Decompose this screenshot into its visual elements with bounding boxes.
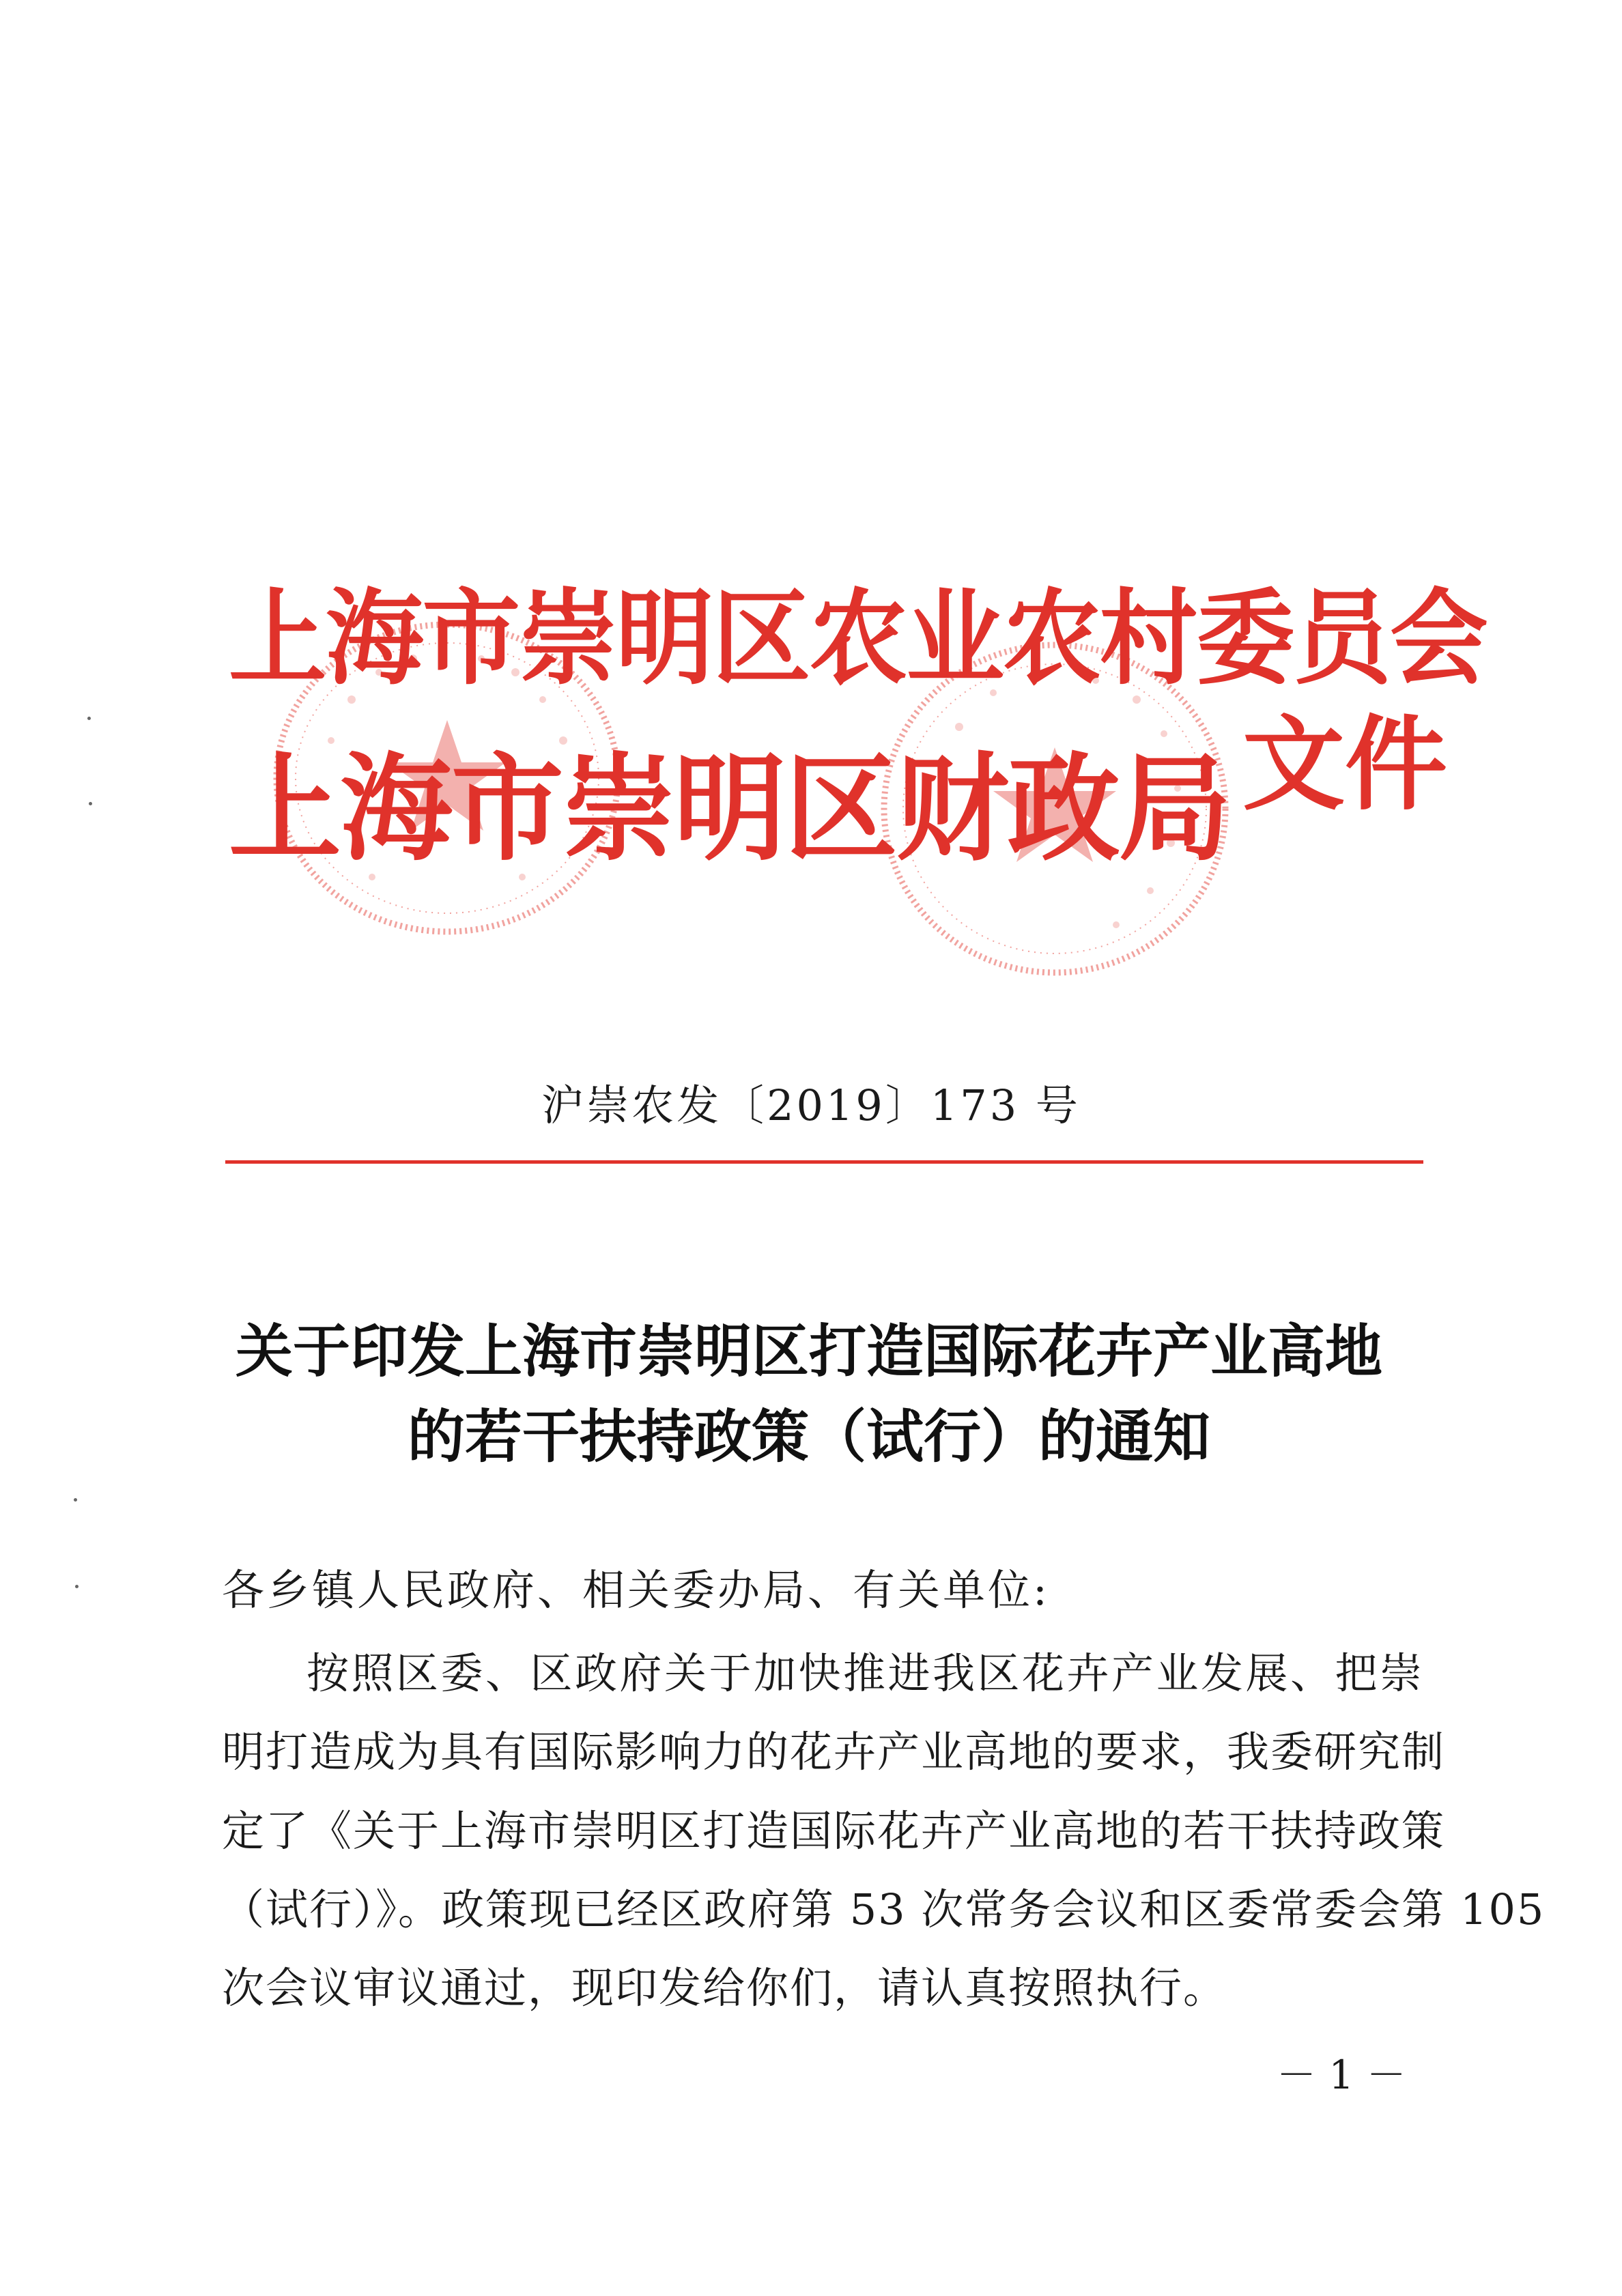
scan-mark <box>89 802 92 805</box>
document-title-line-1: 关于印发上海市崇明区打造国际花卉产业高地 <box>235 1318 1382 1385</box>
issuer-agriculture-committee: 上海市崇明区农业农村委员会 <box>229 577 1487 699</box>
body-paragraph-line: 定了《关于上海市崇明区打造国际花卉产业高地的若干扶持政策 <box>222 1806 1446 1856</box>
document-title-line-2: 的若干扶持政策（试行）的通知 <box>407 1403 1210 1470</box>
page-number: － 1 － <box>1277 2052 1406 2098</box>
document-number: 沪崇农发〔2019〕173 号 <box>541 1080 1081 1130</box>
red-divider-line <box>225 1160 1423 1164</box>
body-paragraph-line: 按照区委、区政府关于加快推进我区花卉产业发展、把崇 <box>307 1648 1423 1698</box>
body-paragraph-line: （试行）》。政策现已经区政府第 53 次常务会议和区委常委会第 105 <box>222 1884 1546 1934</box>
document-word: 文件 <box>1242 704 1448 824</box>
scan-mark <box>75 1585 79 1588</box>
addressee: 各乡镇人民政府、相关委办局、有关单位: <box>222 1565 1050 1615</box>
issuer-finance-bureau: 上海市崇明区财政局 <box>229 741 1230 877</box>
body-paragraph-line: 次会议审议通过，现印发给你们，请认真按照执行。 <box>222 1963 1227 2013</box>
scan-mark <box>74 1498 77 1502</box>
body-paragraph-line: 明打造成为具有国际影响力的花卉产业高地的要求，我委研究制 <box>222 1727 1446 1777</box>
scan-mark <box>87 717 91 720</box>
